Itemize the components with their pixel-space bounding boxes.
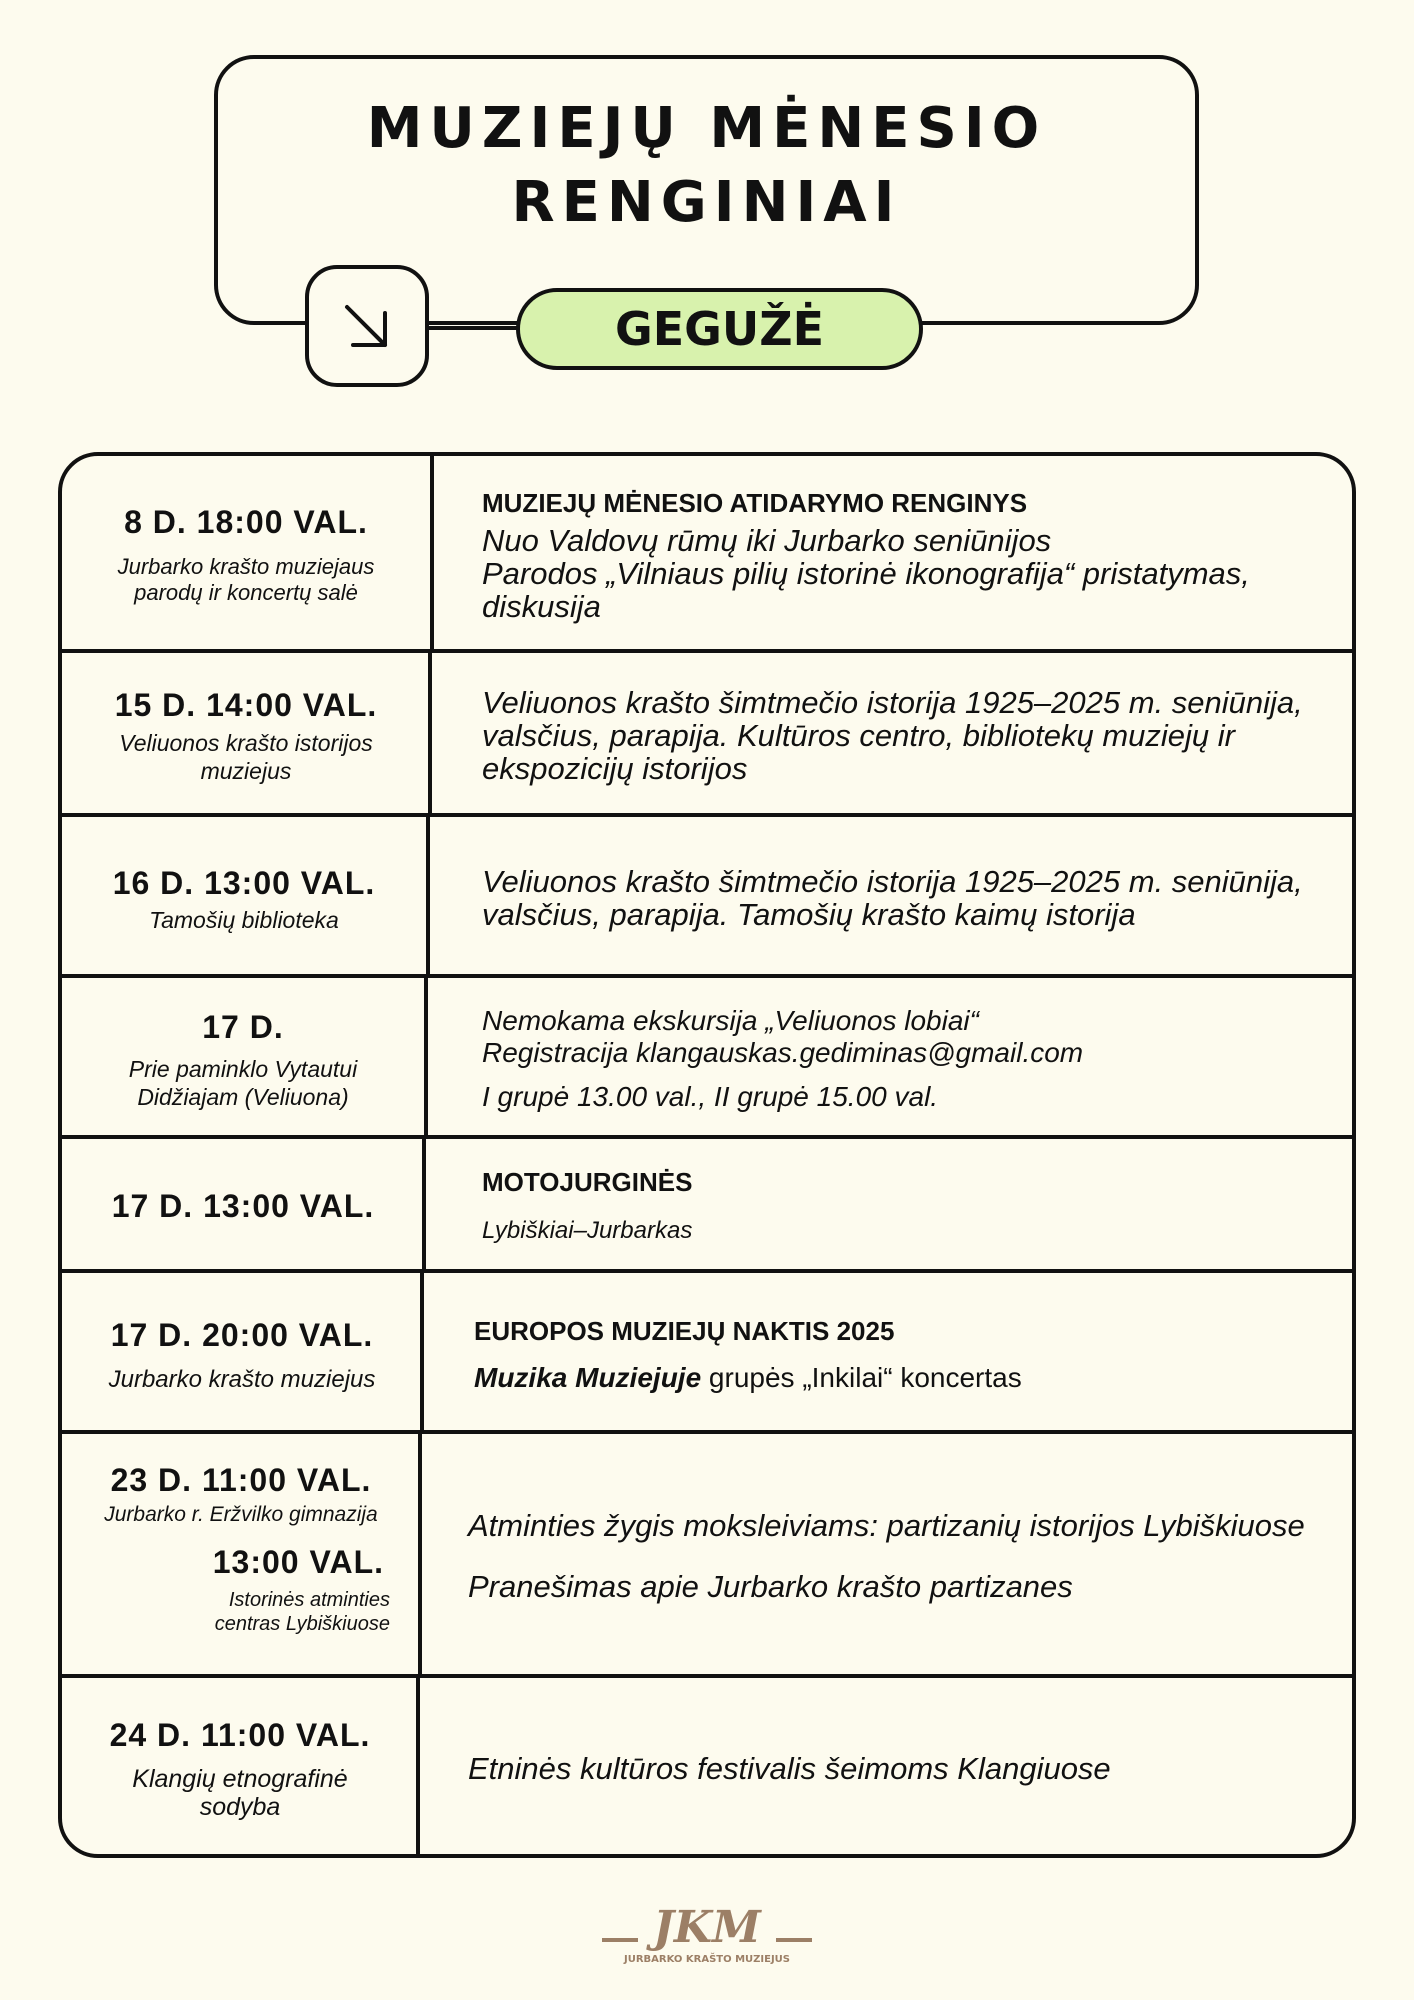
column-divider: [424, 978, 428, 1139]
table-row: [62, 1135, 1352, 1273]
event-details: [482, 978, 1332, 1139]
event-place: Istorinės atminties centras Lybiškiuose: [214, 1589, 390, 1635]
event-text: Registracija klangauskas.gediminas@gmail.com: [482, 1036, 1084, 1068]
event-title: MOTOJURGINĖS: [482, 1167, 693, 1197]
logo-caption: JURBARKO KRAŠTO MUZIEJUS: [624, 1954, 790, 1965]
event-text: Lybiškiai–Jurbarkas: [482, 1217, 693, 1244]
event-date: 13:00 VAL.: [212, 1544, 384, 1580]
column-divider: [426, 817, 430, 978]
event-when: [62, 1678, 418, 1858]
event-text: Nemokama ekskursija „Veliuonos lobiai“: [482, 1004, 979, 1036]
event-details: [482, 817, 1332, 978]
event-details: [468, 1434, 1332, 1678]
table-row: [62, 1430, 1352, 1678]
column-divider: [420, 1273, 424, 1434]
connector-line: [429, 326, 517, 330]
table-row: [62, 456, 1352, 652]
event-details: [482, 653, 1332, 817]
column-divider: [430, 456, 434, 652]
event-place: Jurbarko krašto muziejaus parodų ir koncertų salė: [117, 554, 375, 605]
event-place: Prie paminklo Vytautui Didžiajam (Veliuona): [128, 1055, 358, 1110]
event-date: 17 D. 13:00 VAL.: [111, 1188, 375, 1224]
schedule-table: [58, 452, 1356, 1858]
event-when: [62, 456, 430, 652]
event-text: Etninės kultūros festivalis šeimoms Klangiuose: [468, 1750, 1111, 1786]
event-text: Atminties žygis moksleiviams: partizanių istorijos Lybiškiuose: [468, 1508, 1305, 1543]
column-divider: [428, 653, 432, 817]
event-when: [62, 1434, 420, 1678]
event-date: 23 D. 11:00 VAL.: [110, 1462, 372, 1498]
table-row: [62, 813, 1352, 978]
event-date: 15 D. 14:00 VAL.: [114, 687, 378, 723]
page-title: [214, 92, 1199, 240]
event-date: 17 D.: [202, 1008, 284, 1045]
event-when: [62, 1273, 422, 1434]
event-date: 24 D. 11:00 VAL.: [109, 1717, 371, 1753]
event-highlight: Muzika Muziejuje: [474, 1361, 702, 1393]
event-when: [62, 978, 424, 1139]
arrow-down-right-icon: [305, 265, 429, 387]
event-title: EUROPOS MUZIEJŲ NAKTIS 2025: [474, 1315, 895, 1346]
event-title: MUZIEJŲ MĖNESIO ATIDARYMO RENGINYS: [482, 487, 1028, 518]
event-text: Parodos „Vilniaus pilių istorinė ikonografija“ pristatymas, diskusija: [482, 555, 1250, 624]
table-row: [62, 1269, 1352, 1434]
event-details: [474, 1273, 1332, 1434]
event-place: Klangių etnografinė sodyba: [132, 1765, 348, 1821]
event-place: Veliuonos krašto istorijos muziejus: [119, 730, 373, 784]
event-place: Tamošių biblioteka: [149, 906, 339, 933]
event-text: Veliuonos krašto šimtmečio istorija 1925–2025 m. seniūnija, valsčius, parapija. Tamošių krašto kaimų istorija: [482, 863, 1303, 932]
logo-mark: JKM: [653, 1902, 761, 1953]
page-title-line2: RENGINIAI: [511, 170, 902, 235]
event-when: [62, 1139, 424, 1273]
event-details: [468, 1678, 1332, 1858]
event-place: Jurbarko krašto muziejus: [108, 1365, 376, 1393]
museum-logo: [600, 1900, 814, 1970]
event-text: [474, 1362, 1332, 1394]
event-text: Nuo Valdovų rūmų iki Jurbarko seniūnijos: [482, 522, 1052, 558]
event-date: 16 D. 13:00 VAL.: [112, 864, 376, 901]
event-text: Pranešimas apie Jurbarko krašto partizanes: [468, 1569, 1073, 1604]
column-divider: [422, 1139, 426, 1273]
table-row: [62, 1674, 1352, 1858]
page-title-line1: MUZIEJŲ MĖNESIO: [366, 96, 1047, 161]
column-divider: [416, 1678, 420, 1858]
event-when: [62, 653, 430, 817]
event-place: Jurbarko r. Eržvilko gimnazija: [104, 1503, 378, 1526]
month-badge: GEGUŽĖ: [516, 288, 923, 370]
event-text: I grupė 13.00 val., II grupė 15.00 val.: [482, 1080, 939, 1112]
event-text-rest: grupės „Inkilai“ koncertas: [701, 1361, 1022, 1393]
event-date: 17 D. 20:00 VAL.: [110, 1316, 374, 1353]
event-when: [62, 817, 426, 978]
event-details: [482, 1139, 1332, 1273]
event-date: 8 D. 18:00 VAL.: [124, 504, 368, 540]
table-row: [62, 649, 1352, 817]
column-divider: [418, 1434, 422, 1678]
event-text: Veliuonos krašto šimtmečio istorija 1925–2025 m. seniūnija, valsčius, parapija. Kultūros centro, bibliotekų muziejų ir ekspozicijų istorijos: [482, 684, 1303, 786]
event-details: [482, 456, 1332, 652]
table-row: [62, 974, 1352, 1139]
